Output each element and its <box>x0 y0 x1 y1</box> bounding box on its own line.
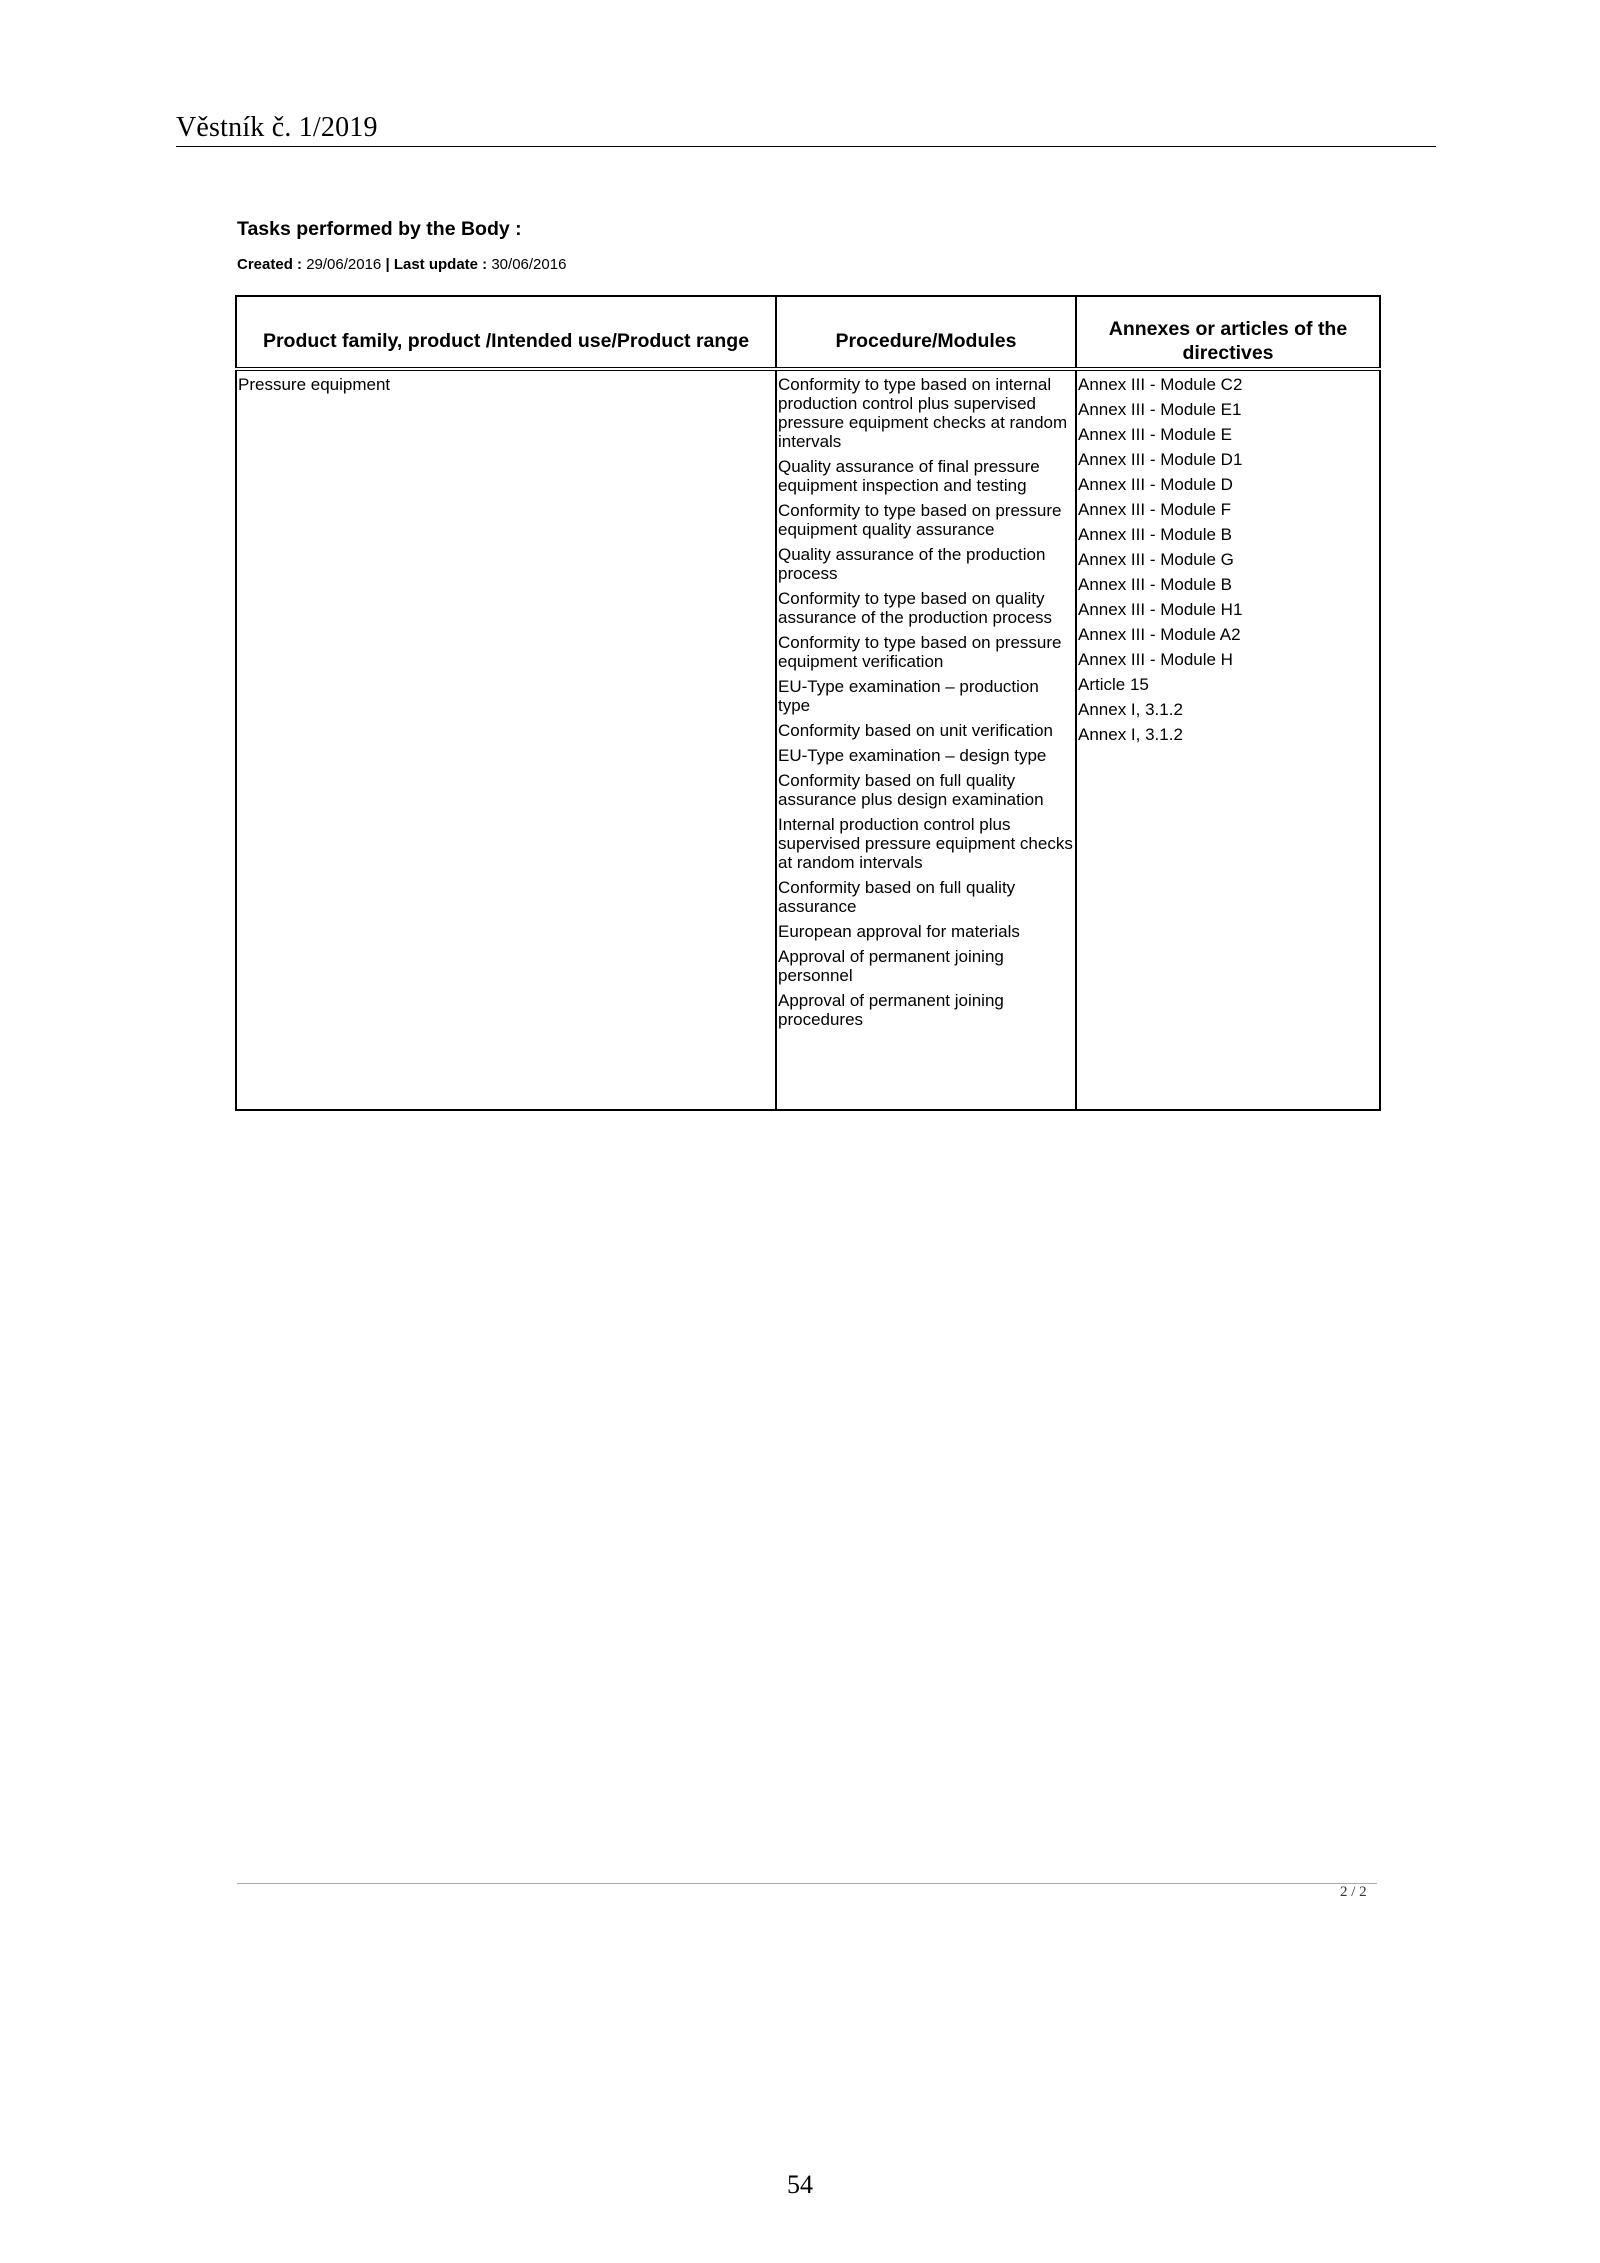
procedure-item: Conformity based on full quality assurance plus design examination <box>778 771 1044 809</box>
page-number: 54 <box>787 2170 813 2199</box>
procedure-item: European approval for materials <box>778 922 1020 941</box>
annex-item: Annex III - Module A2 <box>1078 625 1241 644</box>
meta-separator: | <box>385 256 390 273</box>
procedure-item: Approval of permanent joining procedures <box>778 991 1004 1029</box>
procedure-item: Approval of permanent joining personnel <box>778 947 1004 985</box>
table-row <box>236 369 1380 1110</box>
created-date: 29/06/2016 <box>306 256 382 273</box>
last-update-label: Last update : <box>393 256 488 273</box>
annex-item: Annex III - Module F <box>1078 500 1232 519</box>
procedure-item: Conformity to type based on pressure equipment quality assurance <box>778 501 1062 539</box>
header-procedure-modules: Procedure/Modules <box>776 296 1076 369</box>
page-of-indicator: 2 / 2 <box>1340 1884 1367 1900</box>
header-divider <box>176 146 1436 147</box>
annex-item: Annex III - Module C2 <box>1078 375 1243 394</box>
procedure-item: EU-Type examination – design type <box>778 746 1047 765</box>
product-cell <box>236 369 776 1110</box>
tasks-table <box>235 295 1381 1111</box>
annex-item: Annex III - Module B <box>1078 575 1233 594</box>
procedure-item: Conformity based on unit verification <box>778 721 1053 740</box>
procedure-item: Conformity to type based on quality assurance of the production process <box>778 589 1053 627</box>
annex-item: Annex III - Module E1 <box>1078 400 1242 419</box>
annex-item: Annex III - Module D <box>1078 475 1233 494</box>
annex-item: Annex I, 3.1.2 <box>1078 700 1183 719</box>
annexes-cell <box>1076 369 1380 1110</box>
procedure-item: Conformity to type based on internal production control plus supervised pressure equipment checks at random intervals <box>778 375 1068 451</box>
footer-divider <box>237 1883 1377 1884</box>
annex-item: Article 15 <box>1078 675 1149 694</box>
table-header-row <box>236 296 1380 369</box>
annex-item: Annex III - Module G <box>1078 550 1234 569</box>
procedure-item: Quality assurance of the production process <box>778 545 1046 583</box>
procedure-item: EU-Type examination – production type <box>778 677 1039 715</box>
procedure-item: Internal production control plus supervised pressure equipment checks at random intervals <box>778 815 1073 872</box>
annex-item: Annex III - Module H <box>1078 650 1233 669</box>
annex-item: Annex I, 3.1.2 <box>1078 725 1183 744</box>
created-update-line <box>237 256 566 273</box>
header-product-family: Product family, product /Intended use/Product range <box>236 296 776 369</box>
section-title: Tasks performed by the Body : <box>237 218 522 240</box>
journal-header-title: Věstník č. 1/2019 <box>176 112 378 143</box>
created-label: Created : <box>237 256 303 273</box>
procedure-item: Conformity based on full quality assurance <box>778 878 1016 916</box>
header-annexes: Annexes or articles of the directives <box>1076 296 1380 369</box>
procedure-item: Quality assurance of final pressure equipment inspection and testing <box>778 457 1040 495</box>
annex-item: Annex III - Module D1 <box>1078 450 1243 469</box>
annex-item: Annex III - Module E <box>1078 425 1233 444</box>
procedure-item: Conformity to type based on pressure equipment verification <box>778 633 1062 671</box>
annex-item: Annex III - Module H1 <box>1078 600 1243 619</box>
annex-item: Annex III - Module B <box>1078 525 1233 544</box>
last-update-date: 30/06/2016 <box>491 256 567 273</box>
procedures-cell <box>776 369 1076 1110</box>
product-name: Pressure equipment <box>238 375 391 394</box>
